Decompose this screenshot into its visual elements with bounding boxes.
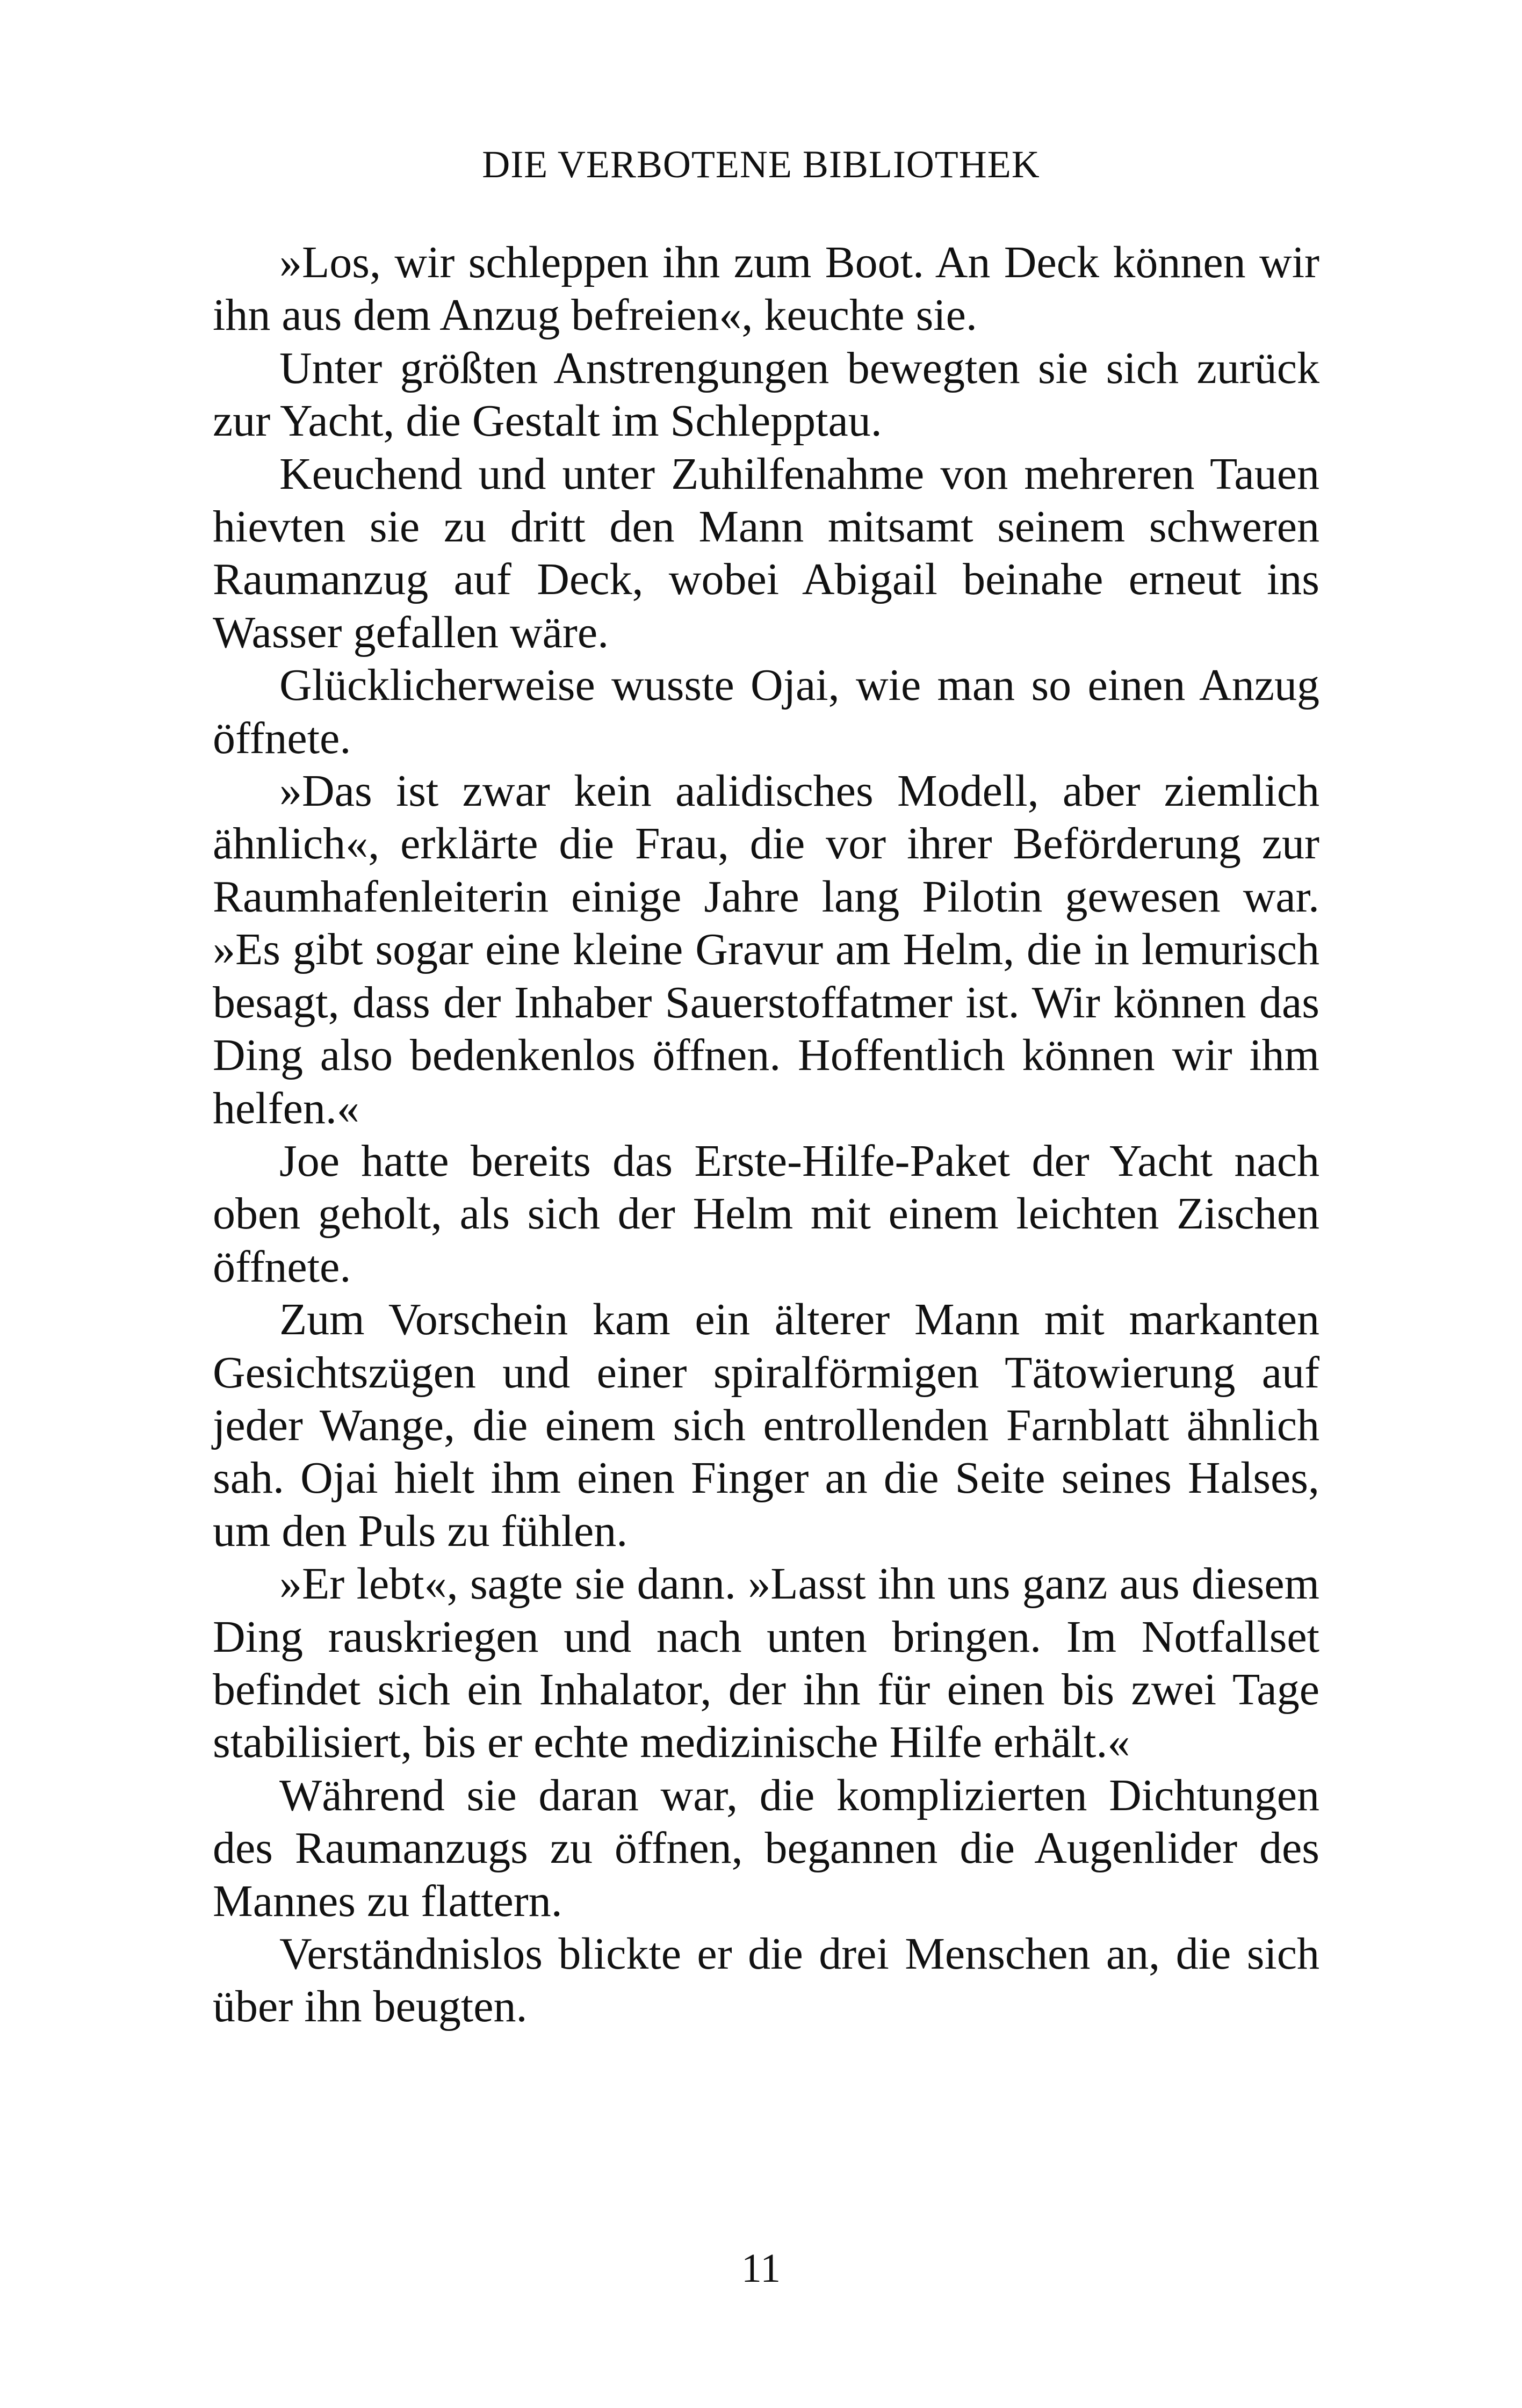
paragraph: Joe hatte bereits das Erste-Hilfe-Paket der Yacht nach oben geholt, als sich der Helm mit einem leichten Zischen öffnete. — [213, 1136, 1319, 1292]
page-number: 11 — [741, 2246, 781, 2291]
paragraph: »Das ist zwar kein aalidisches Modell, aber ziemlich ähnlich«, erklärte die Frau, die vor ihrer Beförderung zur Raumhafenleiterin einige Jahre lang Pilotin gewesen war. »Es gibt sogar eine kleine Gravur am Helm, die in lemurisch besagt, dass der Inhaber Sauerstoffatmer ist. Wir können das Ding also bedenkenlos öffnen. Hoffentlich können wir ihm helfen.« — [213, 766, 1319, 1133]
paragraph: »Los, wir schleppen ihn zum Boot. An Deck können wir ihn aus dem Anzug befreien«, keuchte sie. — [213, 237, 1319, 341]
running-head: DIE VERBOTENE BIBLIOTHEK — [482, 143, 1040, 186]
paragraph: »Er lebt«, sagte sie dann. »Lasst ihn uns ganz aus diesem Ding rauskriegen und nach unten bringen. Im Notfallset befindet sich ein Inhalator, der ihn für einen bis zwei Tage stabilisiert, bis er echte medizinische Hilfe erhält.« — [213, 1559, 1319, 1768]
paragraph: Zum Vorschein kam ein älterer Mann mit markanten Gesichtszügen und einer spiralförmigen Tätowierung auf jeder Wange, die einem sich entrollenden Farnblatt ähnlich sah. Ojai hielt ihm einen Finger an die Seite seines Halses, um den Puls zu fühlen. — [213, 1295, 1319, 1556]
paragraph: Unter größten Anstrengungen bewegten sie sich zurück zur Yacht, die Gestalt im Schlepptau. — [213, 343, 1319, 446]
body-text — [213, 236, 1319, 2034]
paragraph: Keuchend und unter Zuhilfenahme von mehreren Tauen hievten sie zu dritt den Mann mitsamt seinem schweren Raumanzug auf Deck, wobei Abigail beinahe erneut ins Wasser gefallen wäre. — [213, 449, 1319, 657]
paragraph: Glücklicherweise wusste Ojai, wie man so einen Anzug öffnete. — [213, 660, 1319, 763]
paragraph: Während sie daran war, die komplizierten Dichtungen des Raumanzugs zu öffnen, begannen die Augenlider des Mannes zu flattern. — [213, 1770, 1319, 1926]
paragraph: Verständnislos blickte er die drei Menschen an, die sich über ihn beugten. — [213, 1929, 1319, 2032]
